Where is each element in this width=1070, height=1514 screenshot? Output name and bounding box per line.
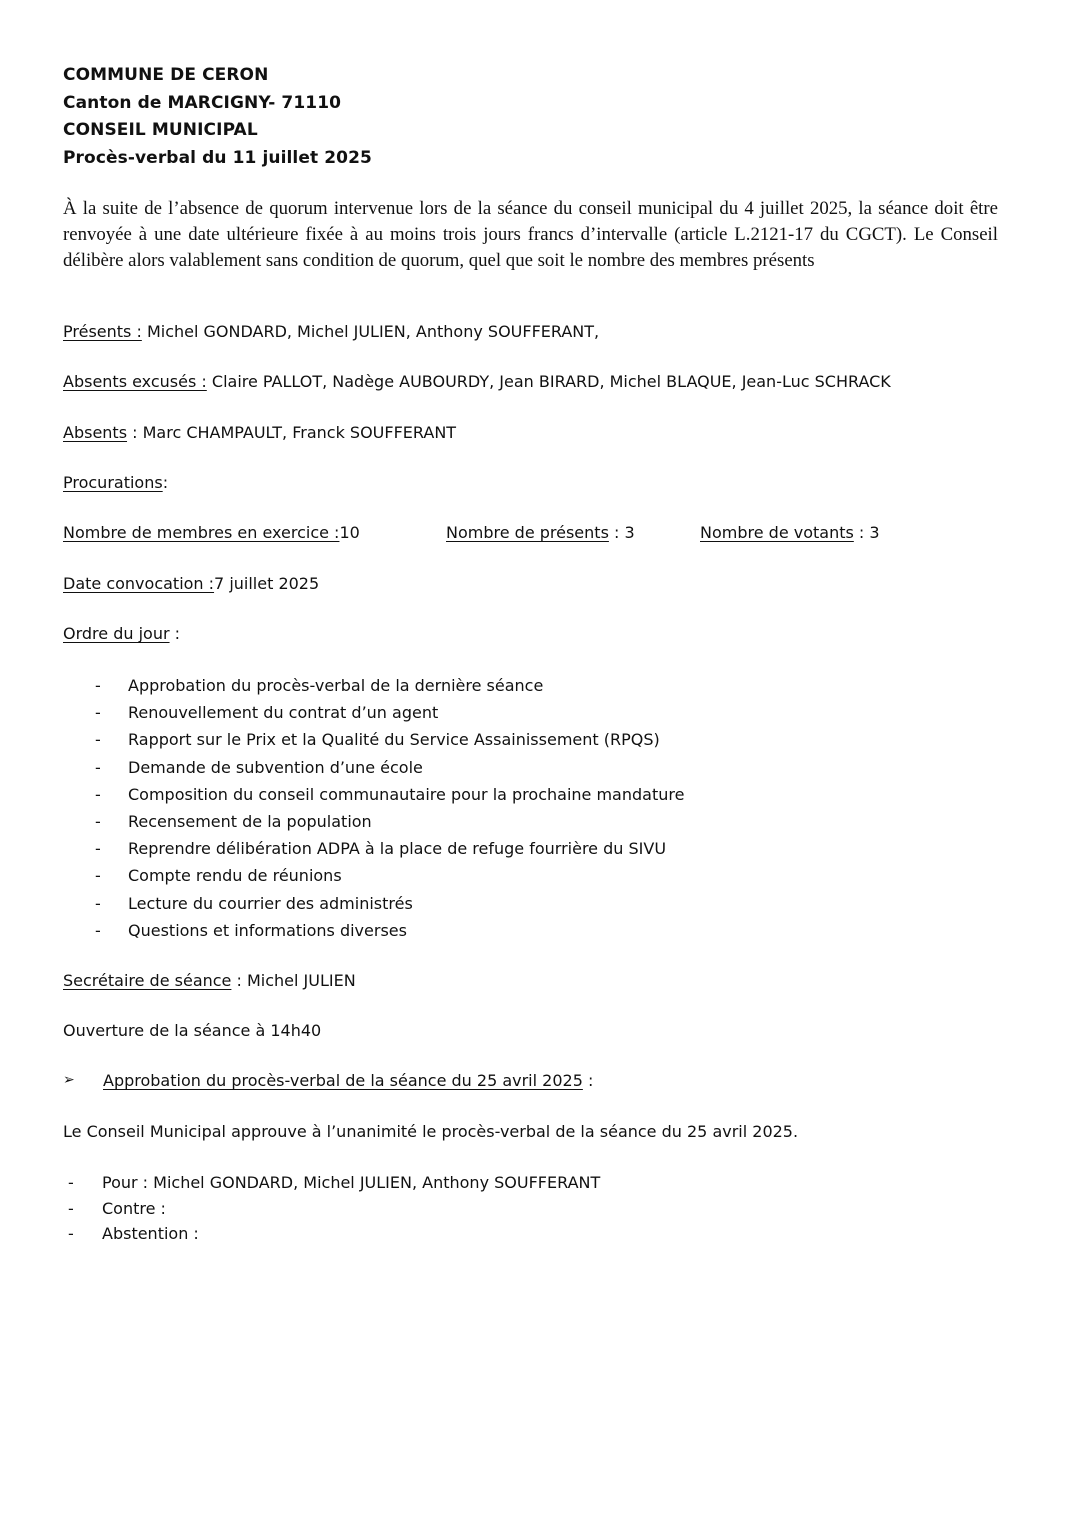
list-item xyxy=(95,699,684,726)
dash: - xyxy=(95,757,101,777)
votants-count-label: Nombre de votants xyxy=(700,523,854,542)
section1-title: Approbation du procès-verbal de la séance du 25 avril 2025 xyxy=(103,1071,583,1090)
votants-count xyxy=(700,523,880,542)
list-item xyxy=(95,808,684,835)
commune-name: COMMUNE DE CERON xyxy=(63,65,269,85)
dash: - xyxy=(68,1173,74,1192)
presents-line xyxy=(63,322,599,341)
absents-line xyxy=(63,423,456,442)
absents-excuses-label: Absents excusés : xyxy=(63,372,207,391)
absents-excuses-value: Claire PALLOT, Nadège AUBOURDY, Jean BIRARD, Michel BLAQUE, Jean-Luc SCHRACK xyxy=(211,372,891,391)
dash: - xyxy=(68,1224,74,1243)
convocation-line xyxy=(63,574,319,593)
dash: - xyxy=(68,1198,74,1218)
votants-count-value: : 3 xyxy=(858,523,880,542)
list-item xyxy=(95,862,684,889)
absents-label: Absents xyxy=(63,423,128,442)
canton-name: Canton de MARCIGNY- 71110 xyxy=(63,92,342,113)
agenda-label: Ordre du jour xyxy=(63,624,170,643)
section1-suffix: : xyxy=(587,1071,594,1090)
list-item xyxy=(95,890,684,917)
list-item-text: Renouvellement du contrat d’un agent xyxy=(128,703,439,723)
list-item-text: Questions et informations diverses xyxy=(128,920,407,940)
arrow-bullet-icon: ➢ xyxy=(63,1072,75,1088)
list-item-text: Compte rendu de réunions xyxy=(128,866,342,886)
procurations-label: Procurations xyxy=(63,473,163,492)
list-item-text: Recensement de la population xyxy=(128,812,372,832)
list-item xyxy=(68,1221,600,1247)
members-value: 10 xyxy=(339,523,360,542)
convocation-value: 7 juillet 2025 xyxy=(214,574,320,593)
document-header xyxy=(63,62,372,172)
dash: - xyxy=(95,784,101,804)
council-name: CONSEIL MUNICIPAL xyxy=(63,120,258,140)
presents-value: Michel GONDARD, Michel JULIEN, Anthony SOUFFERANT, xyxy=(146,322,600,341)
dash: - xyxy=(95,839,101,859)
vote-abstention: Abstention : xyxy=(102,1224,199,1243)
convocation-label: Date convocation : xyxy=(63,574,215,593)
list-item-text: Demande de subvention d’une école xyxy=(128,757,423,777)
members-label: Nombre de membres en exercice : xyxy=(63,523,340,542)
section1-heading xyxy=(103,1071,593,1090)
vote-pour: Pour : Michel GONDARD, Michel JULIEN, Anthony SOUFFERANT xyxy=(102,1173,601,1192)
intro-paragraph: À la suite de l’absence de quorum intervenue lors de la séance du conseil municipal du 4 juillet 2025, la séance doit être renvoyée à une date ultérieure fixée à au moins trois jours francs d’intervalle (article L.2121-17 du CGCT). Le Conseil délibère alors valablement sans condition de quorum, quel que soit le nombre des membres présents xyxy=(63,198,998,271)
dash: - xyxy=(95,866,101,886)
list-item xyxy=(95,726,684,753)
secretaire-line xyxy=(63,971,356,990)
secretaire-label: Secrétaire de séance xyxy=(63,971,232,990)
list-item-text: Composition du conseil communautaire pour la prochaine mandature xyxy=(128,784,685,804)
list-item xyxy=(68,1170,600,1196)
list-item xyxy=(95,754,684,781)
agenda-suffix: : xyxy=(174,624,181,643)
list-item xyxy=(95,672,684,699)
dash: - xyxy=(95,893,101,913)
list-item-text: Approbation du procès-verbal de la dernière séance xyxy=(128,676,544,695)
secretaire-value: : Michel JULIEN xyxy=(236,971,356,990)
absents-excuses-line xyxy=(63,372,891,391)
presents-count-value: : 3 xyxy=(614,523,635,542)
dash: - xyxy=(95,920,101,940)
list-item xyxy=(68,1196,600,1222)
members-count xyxy=(63,523,360,542)
dash: - xyxy=(95,676,101,695)
dash: - xyxy=(95,730,101,750)
dash: - xyxy=(95,812,101,832)
list-item xyxy=(95,781,684,808)
procurations-line xyxy=(63,473,168,492)
list-item xyxy=(95,917,684,944)
list-item-text: Lecture du courrier des administrés xyxy=(128,893,413,913)
list-item-text: Rapport sur le Prix et la Qualité du Service Assainissement (RPQS) xyxy=(128,730,660,750)
list-item xyxy=(95,835,684,862)
list-item-text: Reprendre délibération ADPA à la place de refuge fourrière du SIVU xyxy=(128,839,667,859)
presents-label: Présents : xyxy=(63,322,142,341)
vote-contre: Contre : xyxy=(102,1198,166,1218)
pv-title: Procès-verbal du 11 juillet 2025 xyxy=(63,147,372,168)
agenda-heading xyxy=(63,624,180,643)
ouverture-line: Ouverture de la séance à 14h40 xyxy=(63,1021,322,1040)
agenda-list xyxy=(95,672,684,944)
absents-value: : Marc CHAMPAULT, Franck SOUFFERANT xyxy=(132,423,457,442)
votes-list xyxy=(68,1170,600,1247)
dash: - xyxy=(95,703,101,723)
section1-text: Le Conseil Municipal approuve à l’unanimité le procès-verbal de la séance du 25 avril 2025. xyxy=(63,1122,799,1141)
procurations-value: : xyxy=(162,473,169,492)
presents-count xyxy=(446,523,635,542)
presents-count-label: Nombre de présents xyxy=(446,523,609,542)
